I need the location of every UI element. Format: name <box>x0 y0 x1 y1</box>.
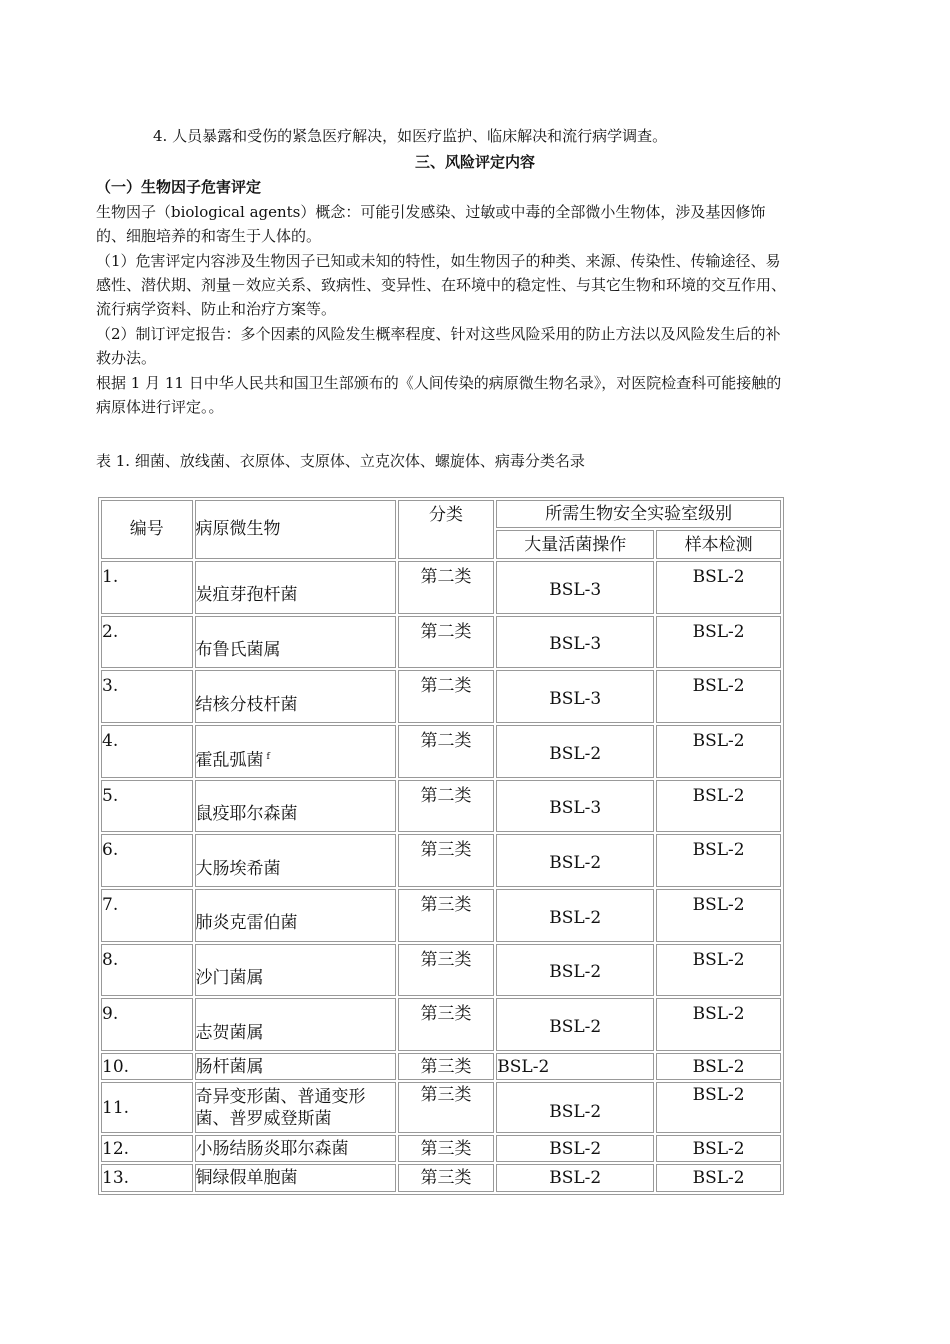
subsection-title: （一）生物因子危害评定 <box>96 178 262 196</box>
table-row <box>101 670 781 723</box>
row-category: 第三类 <box>398 1135 495 1162</box>
row-number: 12. <box>101 1135 193 1162</box>
table-row <box>101 1164 781 1192</box>
row-mass-culture: BSL-2 <box>496 834 654 887</box>
header-sample-test: 样本检测 <box>656 530 781 558</box>
row-number: 11. <box>101 1082 193 1133</box>
header-pathogen: 病原微生物 <box>195 500 396 559</box>
paragraph-1-line-1: （1）危害评定内容涉及生物因子已知或未知的特性，如生物因子的种类、来源、传染性、传输途径、易 <box>96 252 781 270</box>
row-mass-culture: BSL-2 <box>496 725 654 778</box>
row-category: 第三类 <box>398 998 495 1051</box>
row-pathogen: 铜绿假单胞菌 <box>195 1164 396 1192</box>
row-pathogen-cell <box>195 1082 396 1133</box>
row-sample-test: BSL-2 <box>656 1082 781 1133</box>
row-mass-culture: BSL-2 <box>496 1164 654 1192</box>
footnote-marker: f <box>266 752 270 763</box>
table-row <box>101 889 781 942</box>
table-row <box>101 944 781 997</box>
paragraph-1-line-3: 流行病学资料、防止和治疗方案等。 <box>96 300 337 318</box>
row-number: 13. <box>101 1164 193 1192</box>
table-row <box>101 998 781 1051</box>
row-mass-culture: BSL-3 <box>496 561 654 614</box>
row-number: 3. <box>101 670 193 723</box>
row-pathogen-line-1: 奇异变形菌、普通变形 <box>195 1086 366 1107</box>
row-number: 10. <box>101 1053 193 1080</box>
row-pathogen: 小肠结肠炎耶尔森菌 <box>195 1135 396 1162</box>
paragraph-3-line-1: 根据 1 月 11 日中华人民共和国卫生部颁布的《人间传染的病原微生物名录》，对医院检查科可能接触的 <box>96 374 782 392</box>
row-sample-test: BSL-2 <box>656 834 781 887</box>
row-number: 9. <box>101 998 193 1051</box>
header-category: 分类 <box>398 500 495 559</box>
table-row <box>101 725 781 778</box>
row-sample-test: BSL-2 <box>656 1053 781 1080</box>
table-row <box>101 780 781 833</box>
table-row <box>101 1053 781 1080</box>
row-category: 第三类 <box>398 1164 495 1192</box>
row-pathogen: 大肠埃希菌 <box>195 834 396 887</box>
row-number: 6. <box>101 834 193 887</box>
header-number: 编号 <box>101 500 193 559</box>
row-category: 第二类 <box>398 561 495 614</box>
table-row <box>101 561 781 614</box>
concept-line-2: 的、细胞培养的和寄生于人体的。 <box>96 227 322 245</box>
row-sample-test: BSL-2 <box>656 561 781 614</box>
row-category: 第三类 <box>398 944 495 997</box>
row-category: 第二类 <box>398 670 495 723</box>
section-title: 三、风险评定内容 <box>414 153 535 171</box>
row-category: 第三类 <box>398 1053 495 1080</box>
row-category: 第三类 <box>398 834 495 887</box>
row-mass-culture: BSL-2 <box>496 944 654 997</box>
row-sample-test: BSL-2 <box>656 944 781 997</box>
row-pathogen: 沙门菌属 <box>195 944 396 997</box>
row-category: 第三类 <box>398 889 495 942</box>
row-pathogen: 炭疽芽孢杆菌 <box>195 561 396 614</box>
row-number: 1. <box>101 561 193 614</box>
paragraph-1-line-2: 感性、潜伏期、剂量－效应关系、致病性、变异性、在环境中的稳定性、与其它生物和环境的交互作用、 <box>96 276 787 294</box>
row-sample-test: BSL-2 <box>656 1164 781 1192</box>
row-pathogen: 肺炎克雷伯菌 <box>195 889 396 942</box>
row-mass-culture: BSL-3 <box>496 670 654 723</box>
row-sample-test: BSL-2 <box>656 998 781 1051</box>
header-mass-culture: 大量活菌操作 <box>496 530 654 558</box>
header-lab-level: 所需生物安全实验室级别 <box>496 500 781 528</box>
concept-line-1: 生物因子（biological agents）概念：可能引发感染、过敏或中毒的全部微小生物体，涉及基因修饰 <box>96 203 766 221</box>
row-sample-test: BSL-2 <box>656 725 781 778</box>
row-pathogen: 布鲁氏菌属 <box>195 616 396 669</box>
row-mass-culture: BSL-2 <box>496 1053 654 1080</box>
row-pathogen-line-2: 菌、普罗威登斯菌 <box>195 1108 332 1129</box>
row-pathogen: 结核分枝杆菌 <box>195 670 396 723</box>
table-row <box>101 616 781 669</box>
row-mass-culture: BSL-2 <box>496 998 654 1051</box>
row-sample-test: BSL-2 <box>656 670 781 723</box>
item-4-text: 4. 人员暴露和受伤的紧急医疗解决，如医疗监护、临床解决和流行病学调查。 <box>153 127 668 145</box>
row-mass-culture: BSL-2 <box>496 1082 654 1133</box>
table-row <box>101 1082 781 1133</box>
row-mass-culture: BSL-2 <box>496 889 654 942</box>
row-number: 7. <box>101 889 193 942</box>
row-category: 第二类 <box>398 616 495 669</box>
table-header-row <box>101 500 781 528</box>
paragraph-3-line-2: 病原体进行评定。。 <box>96 398 224 416</box>
row-category: 第二类 <box>398 725 495 778</box>
row-pathogen: 肠杆菌属 <box>195 1053 396 1080</box>
row-number: 4. <box>101 725 193 778</box>
row-mass-culture: BSL-3 <box>496 616 654 669</box>
table-row <box>101 1135 781 1162</box>
row-pathogen: 鼠疫耶尔森菌 <box>195 780 396 833</box>
paragraph-2-line-2: 救办法。 <box>96 349 157 367</box>
row-sample-test: BSL-2 <box>656 780 781 833</box>
row-sample-test: BSL-2 <box>656 1135 781 1162</box>
row-pathogen: 志贺菌属 <box>195 998 396 1051</box>
row-sample-test: BSL-2 <box>656 616 781 669</box>
row-number: 2. <box>101 616 193 669</box>
row-category: 第二类 <box>398 780 495 833</box>
row-number: 8. <box>101 944 193 997</box>
row-mass-culture: BSL-2 <box>496 1135 654 1162</box>
row-mass-culture: BSL-3 <box>496 780 654 833</box>
table-caption: 表 1. 细菌、放线菌、衣原体、支原体、立克次体、螺旋体、病毒分类名录 <box>96 452 585 470</box>
row-pathogen: 霍乱弧菌 <box>195 751 264 772</box>
row-category: 第三类 <box>398 1082 495 1133</box>
row-pathogen-cell <box>195 725 396 778</box>
pathogen-table <box>98 497 784 1195</box>
table-row <box>101 834 781 887</box>
row-sample-test: BSL-2 <box>656 889 781 942</box>
row-number: 5. <box>101 780 193 833</box>
paragraph-2-line-1: （2）制订评定报告：多个因素的风险发生概率程度、针对这些风险采用的防止方法以及风险发生后的补 <box>96 325 781 343</box>
